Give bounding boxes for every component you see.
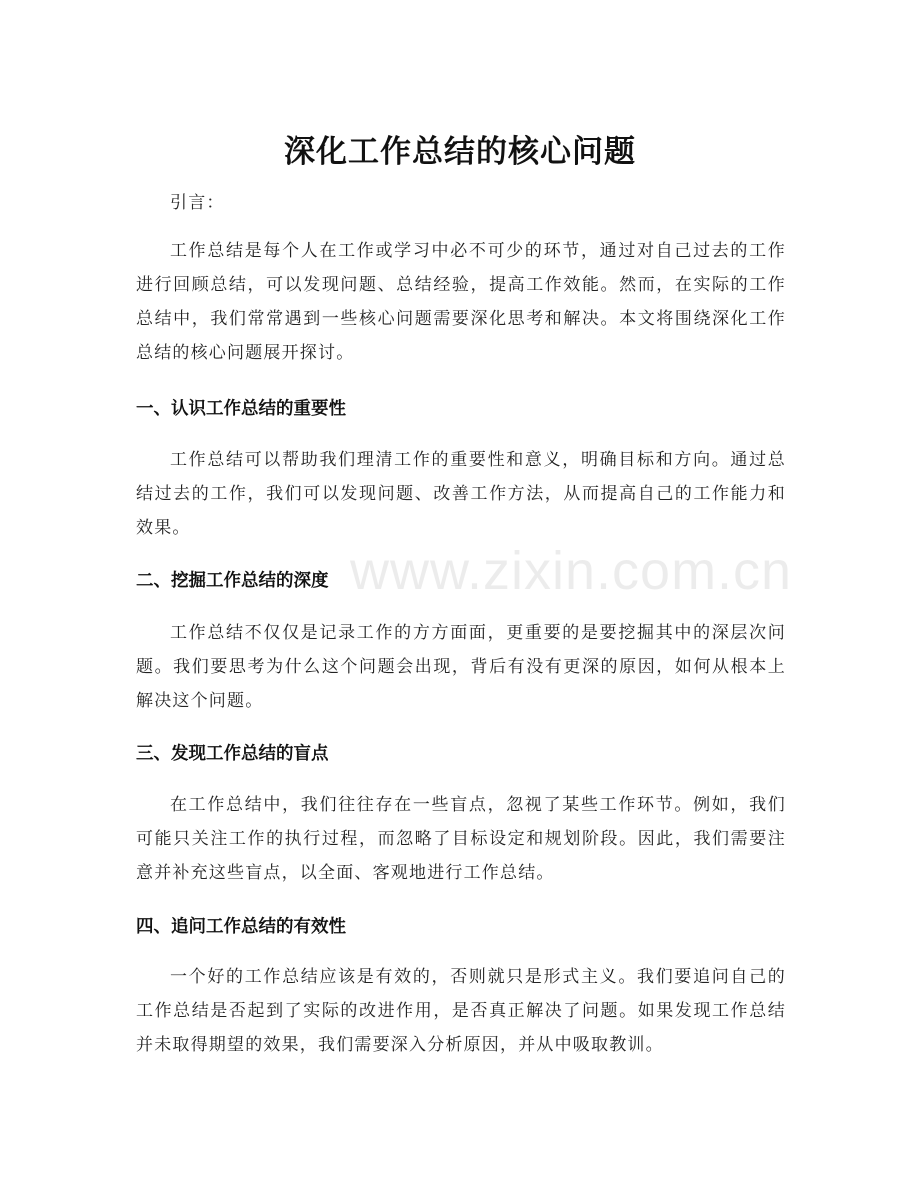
intro-paragraph: 工作总结是每个人在工作或学习中必不可少的环节，通过对自己过去的工作进行回顾总结，可以发现问题、总结经验，提高工作效能。然而，在实际的工作总结中，我们常常遇到一些核心问题需要深化思考和解决。本文将围绕深化工作总结的核心问题展开探讨。 (136, 241, 786, 363)
section-1-paragraph: 工作总结可以帮助我们理清工作的重要性和意义，明确目标和方向。通过总结过去的工作，我们可以发现问题、改善工作方法，从而提高自己的工作能力和效果。 (136, 450, 786, 538)
section-4-paragraph: 一个好的工作总结应该是有效的，否则就只是形式主义。我们要追问自己的工作总结是否起到了实际的改进作用，是否真正解决了问题。如果发现工作总结并未取得期望的效果，我们需要深入分析原因，并从中吸取教训。 (136, 967, 786, 1055)
watermark: www.zixin.com.cn (350, 541, 793, 601)
section-2-paragraph: 工作总结不仅仅是记录工作的方方面面，更重要的是要挖掘其中的深层次问题。我们要思考为什么这个问题会出现，背后有没有更深的原因，如何从根本上解决这个问题。 (136, 623, 786, 711)
document-title: 深化工作总结的核心问题 (284, 133, 636, 170)
intro-label: 引言： (170, 193, 225, 213)
section-3-heading: 三、发现工作总结的盲点 (136, 744, 329, 764)
section-3-paragraph: 在工作总结中，我们往往存在一些盲点，忽视了某些工作环节。例如，我们可能只关注工作的执行过程，而忽略了目标设定和规划阶段。因此，我们需要注意并补充这些盲点，以全面、客观地进行工作总结。 (136, 795, 786, 883)
section-4-heading: 四、追问工作总结的有效性 (136, 917, 346, 937)
section-1-heading: 一、认识工作总结的重要性 (136, 399, 346, 419)
section-2-heading: 二、挖掘工作总结的深度 (136, 571, 329, 591)
